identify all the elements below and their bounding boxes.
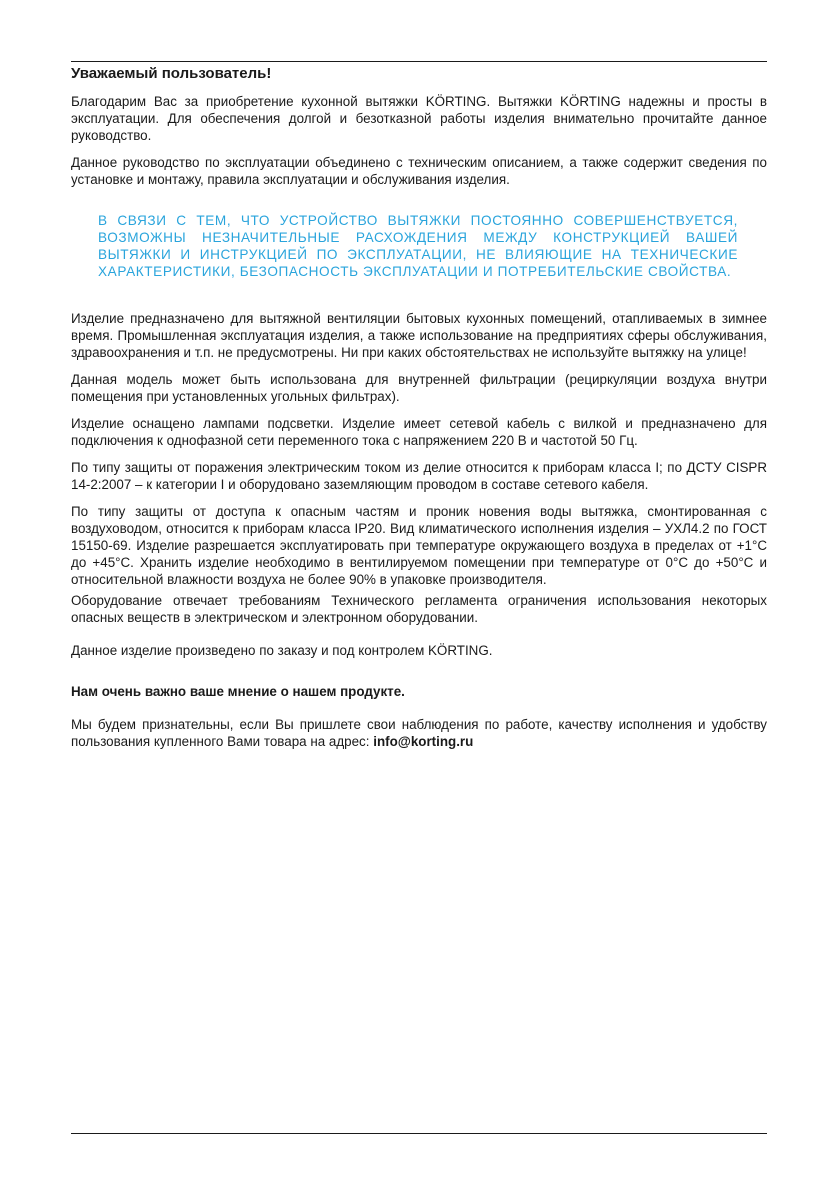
top-rule — [71, 61, 767, 62]
intro-paragraph: Данное руководство по эксплуатации объединено с техническим описанием, а также содержит сведения по установке и монтажу, правила эксплуатации и обслуживания изделия. — [71, 155, 767, 187]
feedback-email[interactable]: info@korting.ru — [373, 734, 474, 749]
body-paragraph: Изделие предназначено для вытяжной вентиляции бытовых кухонных помещений, отапливаемых в зимнее время. Промышленная эксплуатация изделия, а также использование на предприятиях сферы обслуживания, здравоохранения и т.п. не предусмотрены. Ни при каких обстоятельствах не используйте вытяжку на улице! — [71, 311, 767, 360]
body-paragraph: Изделие оснащено лампами подсветки. Изделие имеет сетевой кабель с вилкой и предназначено для подключения к однофазной сети переменного тока с напряжением 220 В и частотой 50 Гц. — [71, 416, 767, 448]
body-paragraph: Данная модель может быть использована для внутренней фильтрации (рециркуляции воздуха внутри помещения при установленных угольных фильтрах). — [71, 372, 767, 404]
body-paragraph: Данное изделие произведено по заказу и под контролем KÖRTING. — [71, 643, 493, 658]
page-content — [71, 64, 767, 760]
intro-paragraph: Благодарим Вас за приобретение кухонной вытяжки KÖRTING. Вытяжки KÖRTING надежны и просты в эксплуатации. Для обеспечения долгой и безотказной работы изделия внимательно прочитайте данное руководство. — [71, 94, 767, 143]
feedback-text: Мы будем признательны, если Вы пришлете свои наблюдения по работе, качеству исполнения и удобству пользования купленного Вами товара на адрес: — [71, 717, 767, 749]
body-paragraph: Оборудование отвечает требованиям Технического регламента ограничения использования некоторых опасных веществ в электрическом и электронном оборудовании. — [71, 593, 767, 625]
bottom-rule — [71, 1133, 767, 1134]
notice-block: В СВЯЗИ С ТЕМ, ЧТО УСТРОЙСТВО ВЫТЯЖКИ ПОСТОЯННО СОВЕРШЕНСТВУЕТСЯ, ВОЗМОЖНЫ НЕЗНАЧИТЕЛЬНЫЕ РАСХОЖДЕНИЯ МЕЖДУ КОНСТРУКЦИЕЙ ВАШЕЙ ВЫТЯЖКИ И ИНСТРУКЦИЕЙ ПО ЭКСПЛУАТАЦИИ, НЕ ВЛИЯЮЩИЕ НА ТЕХНИЧЕСКИЕ ХАРАКТЕРИСТИКИ, БЕЗОПАСНОСТЬ ЭКСПЛУАТАЦИИ И ПОТРЕБИТЕЛЬСКИЕ СВОЙСТВА. — [98, 213, 738, 279]
body-paragraph: По типу защиты от доступа к опасным частям и проник новения воды вытяжка, смонтированная с воздуховодом, относится к приборам класса IP20. Вид климатического исполнения изделия – УХЛ4.2 по ГОСТ 15150-69. Изделие разрешается эксплуатировать при температуре окружающего воздуха в пределах от +1°С до +45°С. Хранить изделие необходимо в вентилируемом помещении при температуре от 0°С до +50°С и относительной влажности воздуха не более 90% в упаковке производителя. — [71, 504, 767, 587]
feedback-paragraph — [71, 716, 767, 750]
greeting-heading: Уважаемый пользователь! — [71, 65, 272, 82]
body-paragraph: По типу защиты от поражения электрическим током из делие относится к приборам класса I; по ДСТУ CISPR 14-2:2007 – к категории I и оборудовано заземляющим проводом в составе сетевого кабеля. — [71, 460, 767, 492]
feedback-heading: Нам очень важно ваше мнение о нашем продукте. — [71, 684, 405, 699]
